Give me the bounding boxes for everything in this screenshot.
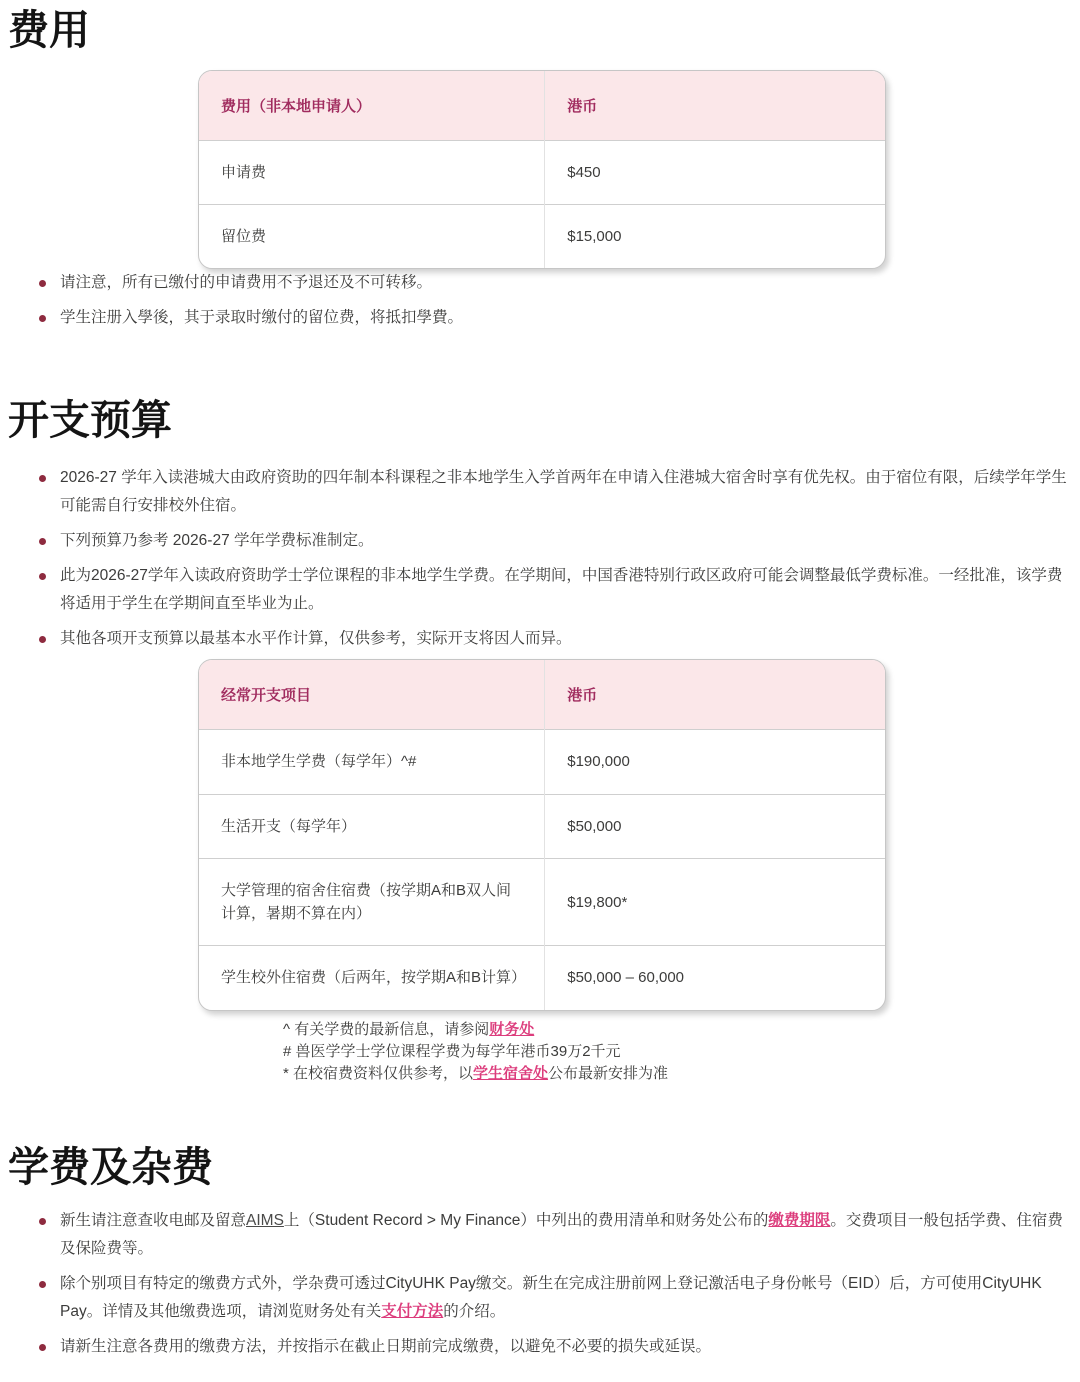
expense-value: $19,800* bbox=[545, 858, 885, 946]
expense-value: $50,000 – 60,000 bbox=[545, 946, 885, 1010]
table-row bbox=[199, 794, 885, 858]
payment-methods-link[interactable]: 支付方法 bbox=[381, 1302, 444, 1320]
list-item: 2026-27 学年入读港城大由政府资助的四年制本科课程之非本地学生入学首两年在申请入住港城大宿舍时享有优先权。由于宿位有限，后续学年学生可能需自行安排校外住宿。 bbox=[8, 464, 1072, 520]
table-row bbox=[199, 858, 885, 946]
list-item: 此为2026-27学年入读政府资助学士学位课程的非本地学生学费。在学期间，中国香港特别行政区政府可能会调整最低学费标准。一经批准，该学费将适用于学生在学期间直至毕业为止。 bbox=[8, 562, 1072, 618]
footnote-hall bbox=[283, 1063, 1072, 1085]
payment-deadline-link[interactable]: 缴费期限 bbox=[768, 1212, 831, 1230]
fees-table-header-row bbox=[199, 71, 885, 141]
expense-value: $190,000 bbox=[545, 730, 885, 794]
table-row bbox=[199, 946, 885, 1010]
fees-table-header-currency: 港币 bbox=[545, 71, 885, 141]
budget-table-header-row bbox=[199, 660, 885, 730]
expense-label: 学生校外住宿费（后两年，按学期A和B计算） bbox=[199, 946, 545, 1010]
list-item: 请新生注意各费用的缴费方法，并按指示在截止日期前完成缴费，以避免不必要的损失或延误。 bbox=[8, 1333, 1072, 1361]
list-item bbox=[8, 1270, 1072, 1326]
bullet-text: 的介绍。 bbox=[443, 1302, 506, 1320]
aims-link[interactable]: AIMS bbox=[246, 1212, 284, 1230]
expense-label: 生活开支（每学年） bbox=[199, 794, 545, 858]
fee-label: 申请费 bbox=[199, 140, 545, 204]
bullet-text: 。交费项目一般包括学费、住宿费及保险费等。 bbox=[60, 1212, 1063, 1258]
list-item: 下列预算乃参考 2026-27 学年学费标准制定。 bbox=[8, 527, 1072, 555]
budget-table bbox=[198, 659, 886, 1010]
budget-notes-list bbox=[8, 464, 1072, 652]
budget-section-heading: 开支预算 bbox=[8, 397, 172, 444]
bullet-text: 上（Student Record > My Finance）中列出的费用清单和财务处公布的 bbox=[283, 1212, 769, 1230]
fees-table bbox=[198, 70, 886, 270]
expense-value: $50,000 bbox=[545, 794, 885, 858]
footnote-text: ^ 有关学费的最新信息，请参阅 bbox=[283, 1020, 490, 1038]
expense-label: 非本地学生学费（每学年）^# bbox=[199, 730, 545, 794]
fees-notes-list bbox=[8, 269, 1072, 332]
fee-value: $450 bbox=[545, 140, 885, 204]
table-row bbox=[199, 205, 885, 269]
footnote-vet: # 兽医学学士学位课程学费为每学年港币39万2千元 bbox=[283, 1042, 621, 1060]
finance-office-link[interactable]: 财务处 bbox=[489, 1020, 535, 1038]
footnote-tuition bbox=[283, 1019, 1072, 1041]
list-item bbox=[8, 1207, 1072, 1263]
bullet-text: 新生请注意查收电邮及留意 bbox=[60, 1212, 247, 1230]
footnote-text: 公布最新安排为准 bbox=[548, 1065, 669, 1083]
budget-footnotes bbox=[283, 1019, 1072, 1086]
fee-value: $15,000 bbox=[545, 205, 885, 269]
bullet-text: 除个别项目有特定的缴费方式外，学杂费可透过CityUHK Pay缴交。新生在完成注册前网上登记激活电子身份帐号（EID）后，方可使用CityUHK Pay。详情及其他缴费选项，请浏览财务处有关 bbox=[60, 1274, 1042, 1320]
list-item: 请注意，所有已缴付的申请费用不予退还及不可转移。 bbox=[8, 269, 1072, 297]
student-residence-link[interactable]: 学生宿舍处 bbox=[473, 1065, 549, 1083]
tuition-section-heading: 学费及杂费 bbox=[8, 1144, 213, 1191]
footnote-text: * 在校宿费资料仅供参考，以 bbox=[283, 1065, 474, 1083]
budget-table-header-item: 经常开支项目 bbox=[199, 660, 545, 730]
expense-label: 大学管理的宿舍住宿费（按学期A和B双人间计算，暑期不算在内） bbox=[199, 858, 545, 946]
fee-label: 留位费 bbox=[199, 205, 545, 269]
table-row bbox=[199, 140, 885, 204]
tuition-notes-list bbox=[8, 1207, 1072, 1360]
list-item: 学生注册入學後，其于录取时缴付的留位费，将抵扣學費。 bbox=[8, 304, 1072, 332]
budget-table-header-currency: 港币 bbox=[545, 660, 885, 730]
fees-section-heading: 费用 bbox=[8, 7, 90, 53]
fees-table-header-item: 费用（非本地申请人） bbox=[199, 71, 545, 141]
list-item: 其他各项开支预算以最基本水平作计算，仅供参考，实际开支将因人而异。 bbox=[8, 625, 1072, 653]
table-row bbox=[199, 730, 885, 794]
